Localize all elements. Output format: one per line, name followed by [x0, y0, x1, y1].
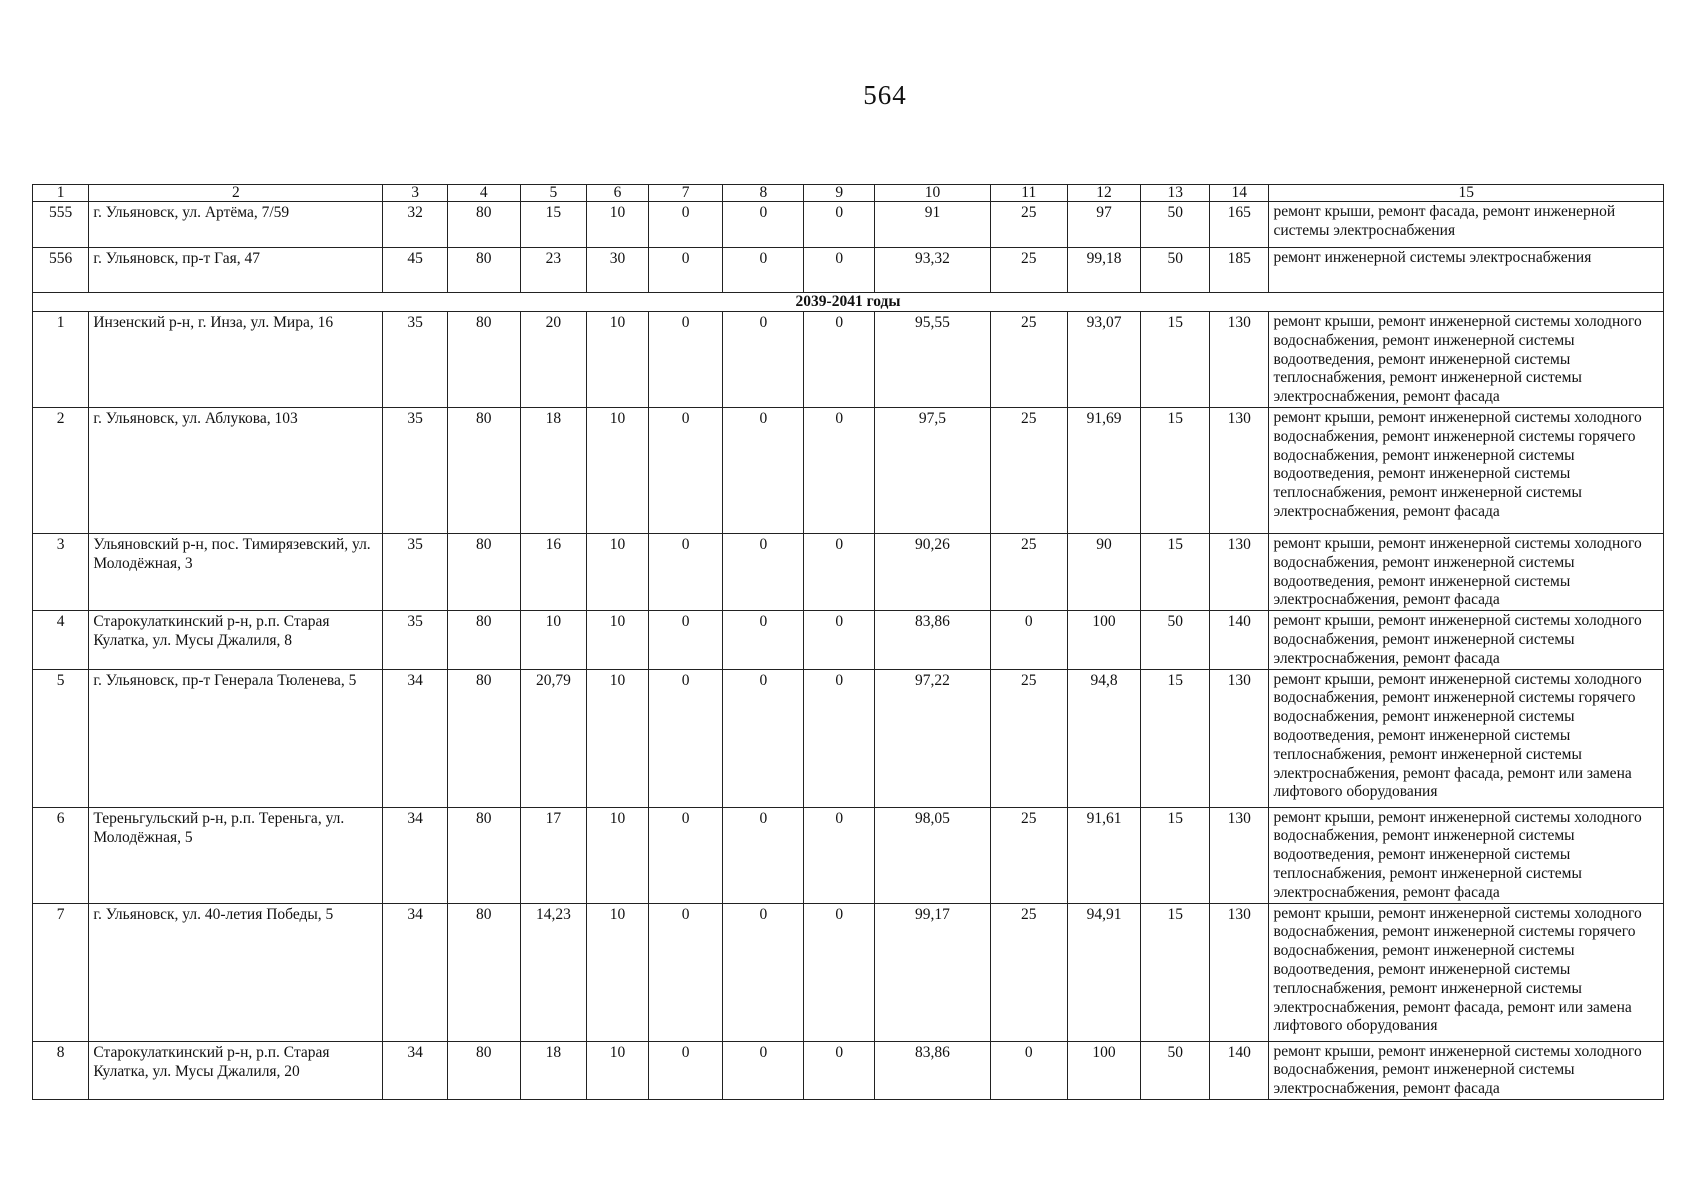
works-cell: ремонт крыши, ремонт инженерной системы холодного водоснабжения, ремонт инженерной системы электроснабжения, ремонт фасада: [1269, 1041, 1664, 1099]
address-cell: Тереньгульский р-н, р.п. Тереньга, ул. Молодёжная, 5: [89, 807, 383, 903]
value-cell: 97,22: [875, 669, 991, 807]
value-cell: 25: [990, 248, 1067, 293]
value-cell: 93,32: [875, 248, 991, 293]
value-cell: 130: [1210, 312, 1269, 408]
value-cell: 90: [1067, 533, 1141, 610]
value-cell: 80: [447, 407, 520, 533]
value-cell: 140: [1210, 1041, 1269, 1099]
table-row: [33, 807, 1664, 903]
value-cell: 0: [804, 611, 875, 669]
value-cell: 99,18: [1067, 248, 1141, 293]
address-cell: г. Ульяновск, пр-т Гая, 47: [89, 248, 383, 293]
value-cell: 14,23: [520, 903, 587, 1041]
value-cell: 80: [447, 807, 520, 903]
value-cell: 45: [383, 248, 448, 293]
value-cell: 80: [447, 202, 520, 248]
value-cell: 0: [804, 312, 875, 408]
value-cell: 0: [648, 1041, 723, 1099]
column-number: 6: [587, 185, 648, 202]
value-cell: 95,55: [875, 312, 991, 408]
works-cell: ремонт крыши, ремонт инженерной системы холодного водоснабжения, ремонт инженерной системы горячего водоснабжения, ремонт инженерной системы водоотведения, ремонт инженерной системы теплоснабжения, ремонт инженерной системы электроснабжения, ремонт фасада: [1269, 407, 1664, 533]
value-cell: 100: [1067, 611, 1141, 669]
value-cell: 30: [587, 248, 648, 293]
column-number: 14: [1210, 185, 1269, 202]
value-cell: 10: [587, 533, 648, 610]
row-number-cell: 2: [33, 407, 89, 533]
value-cell: 15: [1141, 669, 1210, 807]
value-cell: 0: [648, 611, 723, 669]
value-cell: 90,26: [875, 533, 991, 610]
value-cell: 80: [447, 669, 520, 807]
value-cell: 99,17: [875, 903, 991, 1041]
works-cell: ремонт крыши, ремонт инженерной системы холодного водоснабжения, ремонт инженерной системы водоотведения, ремонт инженерной системы теплоснабжения, ремонт инженерной системы электроснабжения, ремонт фасада: [1269, 807, 1664, 903]
column-number: 12: [1067, 185, 1141, 202]
value-cell: 80: [447, 903, 520, 1041]
row-number-cell: 1: [33, 312, 89, 408]
value-cell: 25: [990, 407, 1067, 533]
value-cell: 34: [383, 903, 448, 1041]
column-number: 5: [520, 185, 587, 202]
value-cell: 0: [804, 533, 875, 610]
table-row: [33, 248, 1664, 293]
value-cell: 25: [990, 669, 1067, 807]
value-cell: 165: [1210, 202, 1269, 248]
address-cell: г. Ульяновск, ул. 40-летия Победы, 5: [89, 903, 383, 1041]
value-cell: 18: [520, 1041, 587, 1099]
address-cell: Инзенский р-н, г. Инза, ул. Мира, 16: [89, 312, 383, 408]
address-cell: г. Ульяновск, ул. Артёма, 7/59: [89, 202, 383, 248]
value-cell: 10: [587, 903, 648, 1041]
value-cell: 0: [804, 248, 875, 293]
value-cell: 18: [520, 407, 587, 533]
row-number-cell: 555: [33, 202, 89, 248]
value-cell: 185: [1210, 248, 1269, 293]
value-cell: 0: [648, 669, 723, 807]
value-cell: 10: [587, 312, 648, 408]
value-cell: 0: [648, 312, 723, 408]
value-cell: 0: [723, 807, 804, 903]
value-cell: 91,69: [1067, 407, 1141, 533]
value-cell: 0: [723, 669, 804, 807]
table-row: [33, 903, 1664, 1041]
value-cell: 0: [648, 407, 723, 533]
column-number: 1: [33, 185, 89, 202]
value-cell: 15: [1141, 807, 1210, 903]
value-cell: 20: [520, 312, 587, 408]
value-cell: 0: [990, 611, 1067, 669]
column-numbers-row: [33, 185, 1664, 202]
value-cell: 0: [648, 807, 723, 903]
value-cell: 15: [1141, 903, 1210, 1041]
column-number: 2: [89, 185, 383, 202]
value-cell: 25: [990, 807, 1067, 903]
value-cell: 130: [1210, 533, 1269, 610]
value-cell: 0: [648, 903, 723, 1041]
rows-before-period: [33, 202, 1664, 293]
value-cell: 100: [1067, 1041, 1141, 1099]
value-cell: 25: [990, 903, 1067, 1041]
address-cell: г. Ульяновск, пр-т Генерала Тюленева, 5: [89, 669, 383, 807]
value-cell: 0: [723, 903, 804, 1041]
value-cell: 97,5: [875, 407, 991, 533]
value-cell: 15: [1141, 533, 1210, 610]
value-cell: 10: [520, 611, 587, 669]
value-cell: 80: [447, 611, 520, 669]
value-cell: 15: [1141, 407, 1210, 533]
value-cell: 10: [587, 611, 648, 669]
value-cell: 34: [383, 669, 448, 807]
value-cell: 35: [383, 533, 448, 610]
value-cell: 130: [1210, 407, 1269, 533]
value-cell: 0: [648, 248, 723, 293]
value-cell: 0: [990, 1041, 1067, 1099]
value-cell: 0: [804, 1041, 875, 1099]
value-cell: 10: [587, 202, 648, 248]
value-cell: 25: [990, 533, 1067, 610]
value-cell: 0: [723, 1041, 804, 1099]
column-number: 9: [804, 185, 875, 202]
works-cell: ремонт крыши, ремонт инженерной системы холодного водоснабжения, ремонт инженерной системы горячего водоснабжения, ремонт инженерной системы водоотведения, ремонт инженерной системы теплоснабжения, ремонт инженерной системы электроснабжения, ремонт фасада, ремонт или замена лифтового оборудования: [1269, 669, 1664, 807]
value-cell: 94,91: [1067, 903, 1141, 1041]
address-cell: Старокулаткинский р-н, р.п. Старая Кулатка, ул. Мусы Джалиля, 20: [89, 1041, 383, 1099]
value-cell: 130: [1210, 807, 1269, 903]
works-cell: ремонт крыши, ремонт фасада, ремонт инженерной системы электроснабжения: [1269, 202, 1664, 248]
table-row: [33, 1041, 1664, 1099]
value-cell: 25: [990, 312, 1067, 408]
rows-after-period: [33, 312, 1664, 1100]
address-cell: Ульяновский р-н, пос. Тимирязевский, ул. Молодёжная, 3: [89, 533, 383, 610]
value-cell: 15: [1141, 312, 1210, 408]
value-cell: 50: [1141, 611, 1210, 669]
value-cell: 0: [723, 202, 804, 248]
table-row: [33, 407, 1664, 533]
value-cell: 0: [648, 533, 723, 610]
works-cell: ремонт крыши, ремонт инженерной системы холодного водоснабжения, ремонт инженерной системы электроснабжения, ремонт фасада: [1269, 611, 1664, 669]
value-cell: 0: [723, 533, 804, 610]
value-cell: 10: [587, 807, 648, 903]
period-row: [33, 293, 1664, 312]
value-cell: 34: [383, 807, 448, 903]
page-number: 564: [863, 80, 907, 110]
repair-register-table: [32, 184, 1664, 1100]
value-cell: 34: [383, 1041, 448, 1099]
table-row: [33, 202, 1664, 248]
row-number-cell: 5: [33, 669, 89, 807]
value-cell: 83,86: [875, 1041, 991, 1099]
table-row: [33, 611, 1664, 669]
column-number: 3: [383, 185, 448, 202]
value-cell: 50: [1141, 1041, 1210, 1099]
period-label: 2039-2041 годы: [33, 293, 1664, 312]
value-cell: 0: [723, 248, 804, 293]
works-cell: ремонт крыши, ремонт инженерной системы холодного водоснабжения, ремонт инженерной системы водоотведения, ремонт инженерной системы теплоснабжения, ремонт инженерной системы электроснабжения, ремонт фасада: [1269, 312, 1664, 408]
column-number: 4: [447, 185, 520, 202]
table-row: [33, 669, 1664, 807]
value-cell: 97: [1067, 202, 1141, 248]
value-cell: 0: [804, 407, 875, 533]
value-cell: 0: [648, 202, 723, 248]
value-cell: 0: [804, 202, 875, 248]
value-cell: 91,61: [1067, 807, 1141, 903]
value-cell: 130: [1210, 903, 1269, 1041]
value-cell: 17: [520, 807, 587, 903]
row-number-cell: 3: [33, 533, 89, 610]
value-cell: 35: [383, 312, 448, 408]
value-cell: 98,05: [875, 807, 991, 903]
value-cell: 25: [990, 202, 1067, 248]
row-number-cell: 556: [33, 248, 89, 293]
value-cell: 23: [520, 248, 587, 293]
works-cell: ремонт крыши, ремонт инженерной системы холодного водоснабжения, ремонт инженерной системы горячего водоснабжения, ремонт инженерной системы водоотведения, ремонт инженерной системы теплоснабжения, ремонт инженерной системы электроснабжения, ремонт фасада, ремонт или замена лифтового оборудования: [1269, 903, 1664, 1041]
column-number: 10: [875, 185, 991, 202]
table-row: [33, 312, 1664, 408]
value-cell: 0: [804, 807, 875, 903]
value-cell: 50: [1141, 248, 1210, 293]
value-cell: 10: [587, 407, 648, 533]
row-number-cell: 4: [33, 611, 89, 669]
column-number: 11: [990, 185, 1067, 202]
column-number: 13: [1141, 185, 1210, 202]
value-cell: 0: [723, 611, 804, 669]
table-row: [33, 533, 1664, 610]
value-cell: 16: [520, 533, 587, 610]
value-cell: 80: [447, 1041, 520, 1099]
value-cell: 0: [723, 312, 804, 408]
works-cell: ремонт крыши, ремонт инженерной системы холодного водоснабжения, ремонт инженерной системы водоотведения, ремонт инженерной системы электроснабжения, ремонт фасада: [1269, 533, 1664, 610]
value-cell: 93,07: [1067, 312, 1141, 408]
value-cell: 32: [383, 202, 448, 248]
value-cell: 35: [383, 611, 448, 669]
value-cell: 130: [1210, 669, 1269, 807]
value-cell: 0: [723, 407, 804, 533]
column-number: 8: [723, 185, 804, 202]
value-cell: 80: [447, 533, 520, 610]
value-cell: 83,86: [875, 611, 991, 669]
row-number-cell: 7: [33, 903, 89, 1041]
value-cell: 94,8: [1067, 669, 1141, 807]
column-number: 15: [1269, 185, 1664, 202]
value-cell: 91: [875, 202, 991, 248]
value-cell: 80: [447, 312, 520, 408]
address-cell: Старокулаткинский р-н, р.п. Старая Кулатка, ул. Мусы Джалиля, 8: [89, 611, 383, 669]
value-cell: 35: [383, 407, 448, 533]
address-cell: г. Ульяновск, ул. Аблукова, 103: [89, 407, 383, 533]
value-cell: 10: [587, 1041, 648, 1099]
works-cell: ремонт инженерной системы электроснабжения: [1269, 248, 1664, 293]
row-number-cell: 8: [33, 1041, 89, 1099]
column-number: 7: [648, 185, 723, 202]
value-cell: 50: [1141, 202, 1210, 248]
value-cell: 0: [804, 669, 875, 807]
value-cell: 80: [447, 248, 520, 293]
value-cell: 10: [587, 669, 648, 807]
value-cell: 0: [804, 903, 875, 1041]
row-number-cell: 6: [33, 807, 89, 903]
value-cell: 15: [520, 202, 587, 248]
value-cell: 20,79: [520, 669, 587, 807]
value-cell: 140: [1210, 611, 1269, 669]
